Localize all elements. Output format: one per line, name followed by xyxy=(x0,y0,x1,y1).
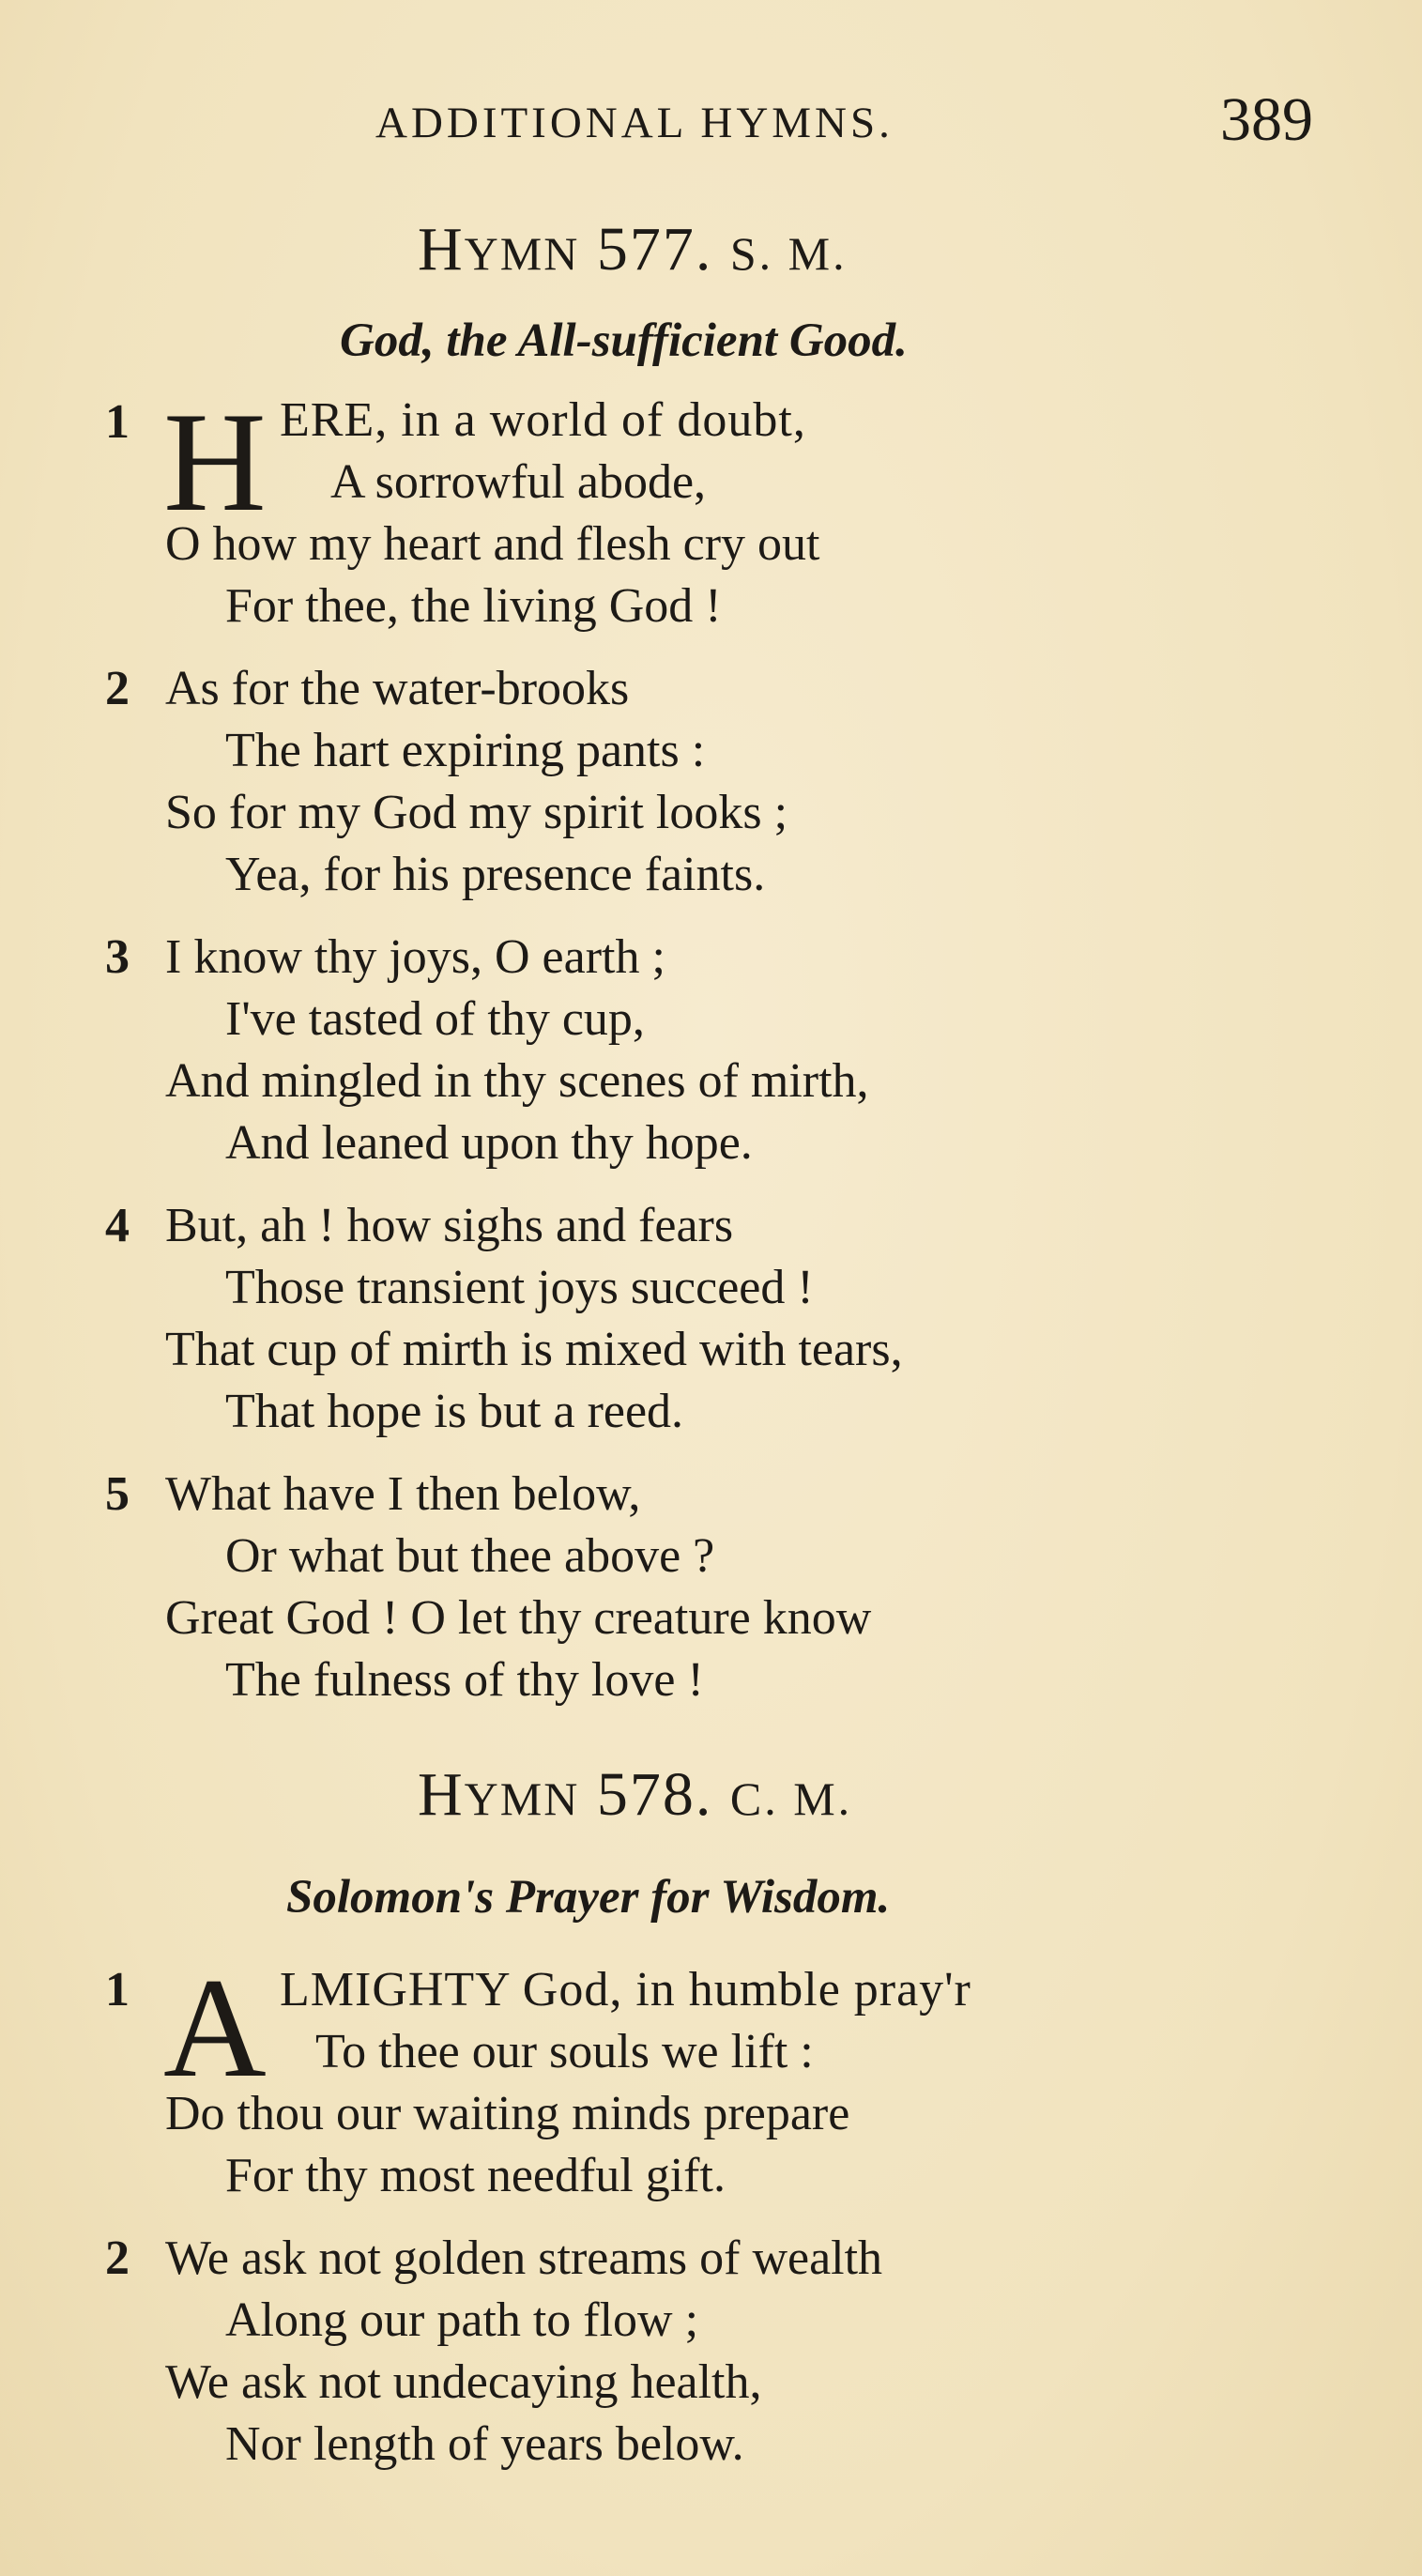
hymn-578-heading xyxy=(418,1759,852,1831)
verse-line: The fulness of thy love ! xyxy=(225,1653,704,1707)
verse-line: I know thy joys, O earth ; xyxy=(165,930,665,984)
stanza-number: 2 xyxy=(105,662,130,715)
verse-line: Nor length of years below. xyxy=(225,2417,744,2471)
verse-line: We ask not golden streams of wealth xyxy=(165,2231,883,2285)
verse-line: LMIGHTY God, in humble pray'r xyxy=(280,1963,971,2016)
running-head: ADDITIONAL HYMNS. xyxy=(375,99,894,147)
verse-line: To thee our souls we lift : xyxy=(315,2025,814,2078)
hymn-title-word: HYMN xyxy=(418,215,580,284)
verse-line: For thy most needful gift. xyxy=(225,2149,726,2202)
hymn-title-word: HYMN xyxy=(418,1760,580,1829)
verse-line: As for the water-brooks xyxy=(165,662,630,715)
verse-line: Yea, for his presence faints. xyxy=(225,848,766,901)
verse-line: ERE, in a world of doubt, xyxy=(280,393,806,447)
drop-cap: H xyxy=(163,383,267,541)
hymn-meter: S. M. xyxy=(729,227,848,280)
page-number: 389 xyxy=(1220,85,1313,154)
hymn-578-subtitle: Solomon's Prayer for Wisdom. xyxy=(286,1871,891,1924)
hymn-577-subtitle: God, the All-sufficient Good. xyxy=(340,314,908,367)
verse-line: That hope is but a reed. xyxy=(225,1385,684,1438)
verse-line: I've tasted of thy cup, xyxy=(225,992,645,1046)
stanza-number: 1 xyxy=(105,395,130,449)
hymn-577-heading xyxy=(418,214,848,285)
drop-cap: A xyxy=(163,1949,267,2107)
verse-line: The hart expiring pants : xyxy=(225,724,706,777)
verse-line: So for my God my spirit looks ; xyxy=(165,786,788,839)
verse-line: We ask not undecaying health, xyxy=(165,2355,762,2409)
verse-line: A sorrowful abode, xyxy=(330,455,707,509)
stanza-number: 2 xyxy=(105,2231,130,2285)
stanza-number: 4 xyxy=(105,1199,130,1252)
stanza-number: 3 xyxy=(105,930,130,984)
verse-line: Or what but thee above ? xyxy=(225,1529,715,1583)
verse-line: That cup of mirth is mixed with tears, xyxy=(165,1323,903,1376)
hymn-meter: C. M. xyxy=(729,1772,853,1825)
verse-line: Great God ! O let thy creature know xyxy=(165,1591,872,1645)
hymn-number: 578. xyxy=(596,1760,713,1829)
verse-line: What have I then below, xyxy=(165,1467,641,1521)
verse-line: Those transient joys succeed ! xyxy=(225,1261,814,1314)
verse-line: Along our path to flow ; xyxy=(225,2293,699,2347)
verse-line: And mingled in thy scenes of mirth, xyxy=(165,1054,869,1108)
stanza-number: 1 xyxy=(105,1963,130,2016)
stanza-number: 5 xyxy=(105,1467,130,1521)
hymn-number: 577. xyxy=(596,215,713,284)
verse-line: But, ah ! how sighs and fears xyxy=(165,1199,734,1252)
verse-line: Do thou our waiting minds prepare xyxy=(165,2087,850,2140)
verse-line: And leaned upon thy hope. xyxy=(225,1116,753,1170)
verse-line: For thee, the living God ! xyxy=(225,579,722,633)
verse-line: O how my heart and flesh cry out xyxy=(165,517,820,571)
